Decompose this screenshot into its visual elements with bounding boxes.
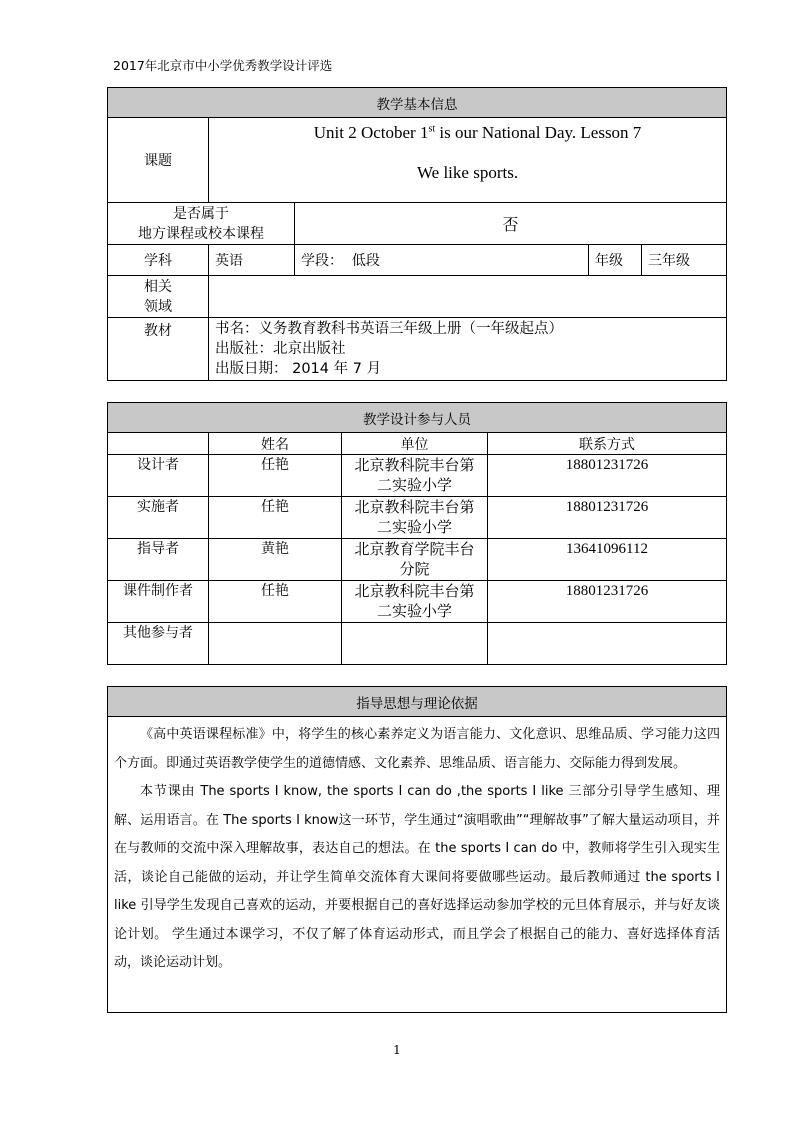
guidance-paragraph-2: 本节课由 The sports I know, the sports I can do ,the sports I like 三部分引导学生感知、理解、运用语言。在 The sports I know这一环节，学生通过“演唱歌曲”“理解故事”了解大量运动项目，并在与教师的交流中深入理解故事，表达自己的想法。在 the sports I can do 中，教师将学生引入现实生活，谈论自己能做的运动，并让学生简单交流体育大课间将要做哪些运动。最后教师通过 the sports I like 引导学生发现自己喜欢的运动，并要根据自己的喜好选择运动参加学校的元旦体育展示，并与好友谈论计划。 学生通过本课学习，不仅了解了体育运动形式，而且学会了根据自己的能力、喜好选择体育活动，谈论运动计划。 (114, 784, 720, 970)
name-cell: 任艳 (209, 581, 342, 623)
stage-label: 学段： (301, 253, 343, 269)
name-cell: 任艳 (209, 497, 342, 539)
unit-cell: 北京教科院丰台第 二实验小学 (342, 455, 488, 497)
local-course-label-line-2: 地方课程或校本课程 (138, 225, 264, 242)
role-cell: 指导者 (108, 539, 209, 581)
unit-cell: 北京教科院丰台第 二实验小学 (342, 497, 488, 539)
unit-cell (342, 623, 488, 665)
basic-info-table (107, 87, 727, 381)
role-cell: 课件制作者 (108, 581, 209, 623)
guidance-body (108, 717, 727, 1013)
page-number: 1 (393, 1043, 401, 1057)
local-course-label (108, 203, 295, 245)
col-header-phone: 联系方式 (488, 433, 727, 455)
table-row (108, 497, 727, 539)
topic-line-2: We like sports. (416, 163, 519, 183)
table-row (108, 623, 727, 665)
textbook-line-1: 书名：义务教育教科书英语三年级上册（一年级起点） (215, 321, 563, 337)
table-row (108, 539, 727, 581)
col-header-unit: 单位 (342, 433, 488, 455)
textbook-label: 教材 (108, 318, 209, 381)
role-cell: 其他参与者 (108, 623, 209, 665)
name-cell: 黄艳 (209, 539, 342, 581)
phone-cell: 13641096112 (488, 539, 727, 581)
guidance-title: 指导思想与理论依据 (108, 687, 727, 717)
topic-label: 课题 (108, 118, 209, 203)
field-value (209, 276, 727, 318)
name-cell (209, 623, 342, 665)
role-cell: 设计者 (108, 455, 209, 497)
local-course-value: 否 (295, 203, 727, 245)
field-label-line-2: 领域 (144, 298, 172, 315)
table-row (108, 455, 727, 497)
grade-label: 年级 (589, 245, 642, 276)
field-label-line-1: 相关 (144, 278, 172, 295)
table-row (108, 581, 727, 623)
topic-value (209, 118, 727, 203)
participants-title: 教学设计参与人员 (108, 403, 727, 433)
guidance-paragraph-1: 《高中英语课程标准》中，将学生的核心素养定义为语言能力、文化意识、思维品质、学习能力这四个方面。即通过英语教学使学生的道德情感、文化素养、思维品质、语言能力、交际能力得到发展。 (114, 727, 720, 771)
basic-info-title: 教学基本信息 (108, 88, 727, 118)
grade-value: 三年级 (642, 245, 727, 276)
topic-line-1: Unit 2 October 1st is our National Day. Lesson 7 (313, 123, 642, 142)
subject-value: 英语 (209, 245, 295, 276)
phone-cell (488, 623, 727, 665)
subject-label: 学科 (108, 245, 209, 276)
textbook-line-2: 出版社：北京出版社 (215, 341, 346, 357)
col-header-role (108, 433, 209, 455)
unit-cell: 北京教科院丰台第 二实验小学 (342, 581, 488, 623)
phone-cell: 18801231726 (488, 455, 727, 497)
guidance-table (107, 686, 727, 1013)
stage-value: 低段 (351, 253, 380, 269)
unit-cell: 北京教育学院丰台 分院 (342, 539, 488, 581)
textbook-value (209, 318, 727, 381)
stage-cell (295, 245, 589, 276)
role-cell: 实施者 (108, 497, 209, 539)
phone-cell: 18801231726 (488, 581, 727, 623)
participants-table (107, 402, 727, 665)
col-header-name: 姓名 (209, 433, 342, 455)
field-label (108, 276, 209, 318)
textbook-line-3: 出版日期： 2014 年 7 月 (215, 361, 382, 377)
local-course-label-line-1: 是否属于 (173, 205, 229, 222)
phone-cell: 18801231726 (488, 497, 727, 539)
page-header: 2017年北京市中小学优秀教学设计评选 (113, 58, 333, 73)
name-cell: 任艳 (209, 455, 342, 497)
